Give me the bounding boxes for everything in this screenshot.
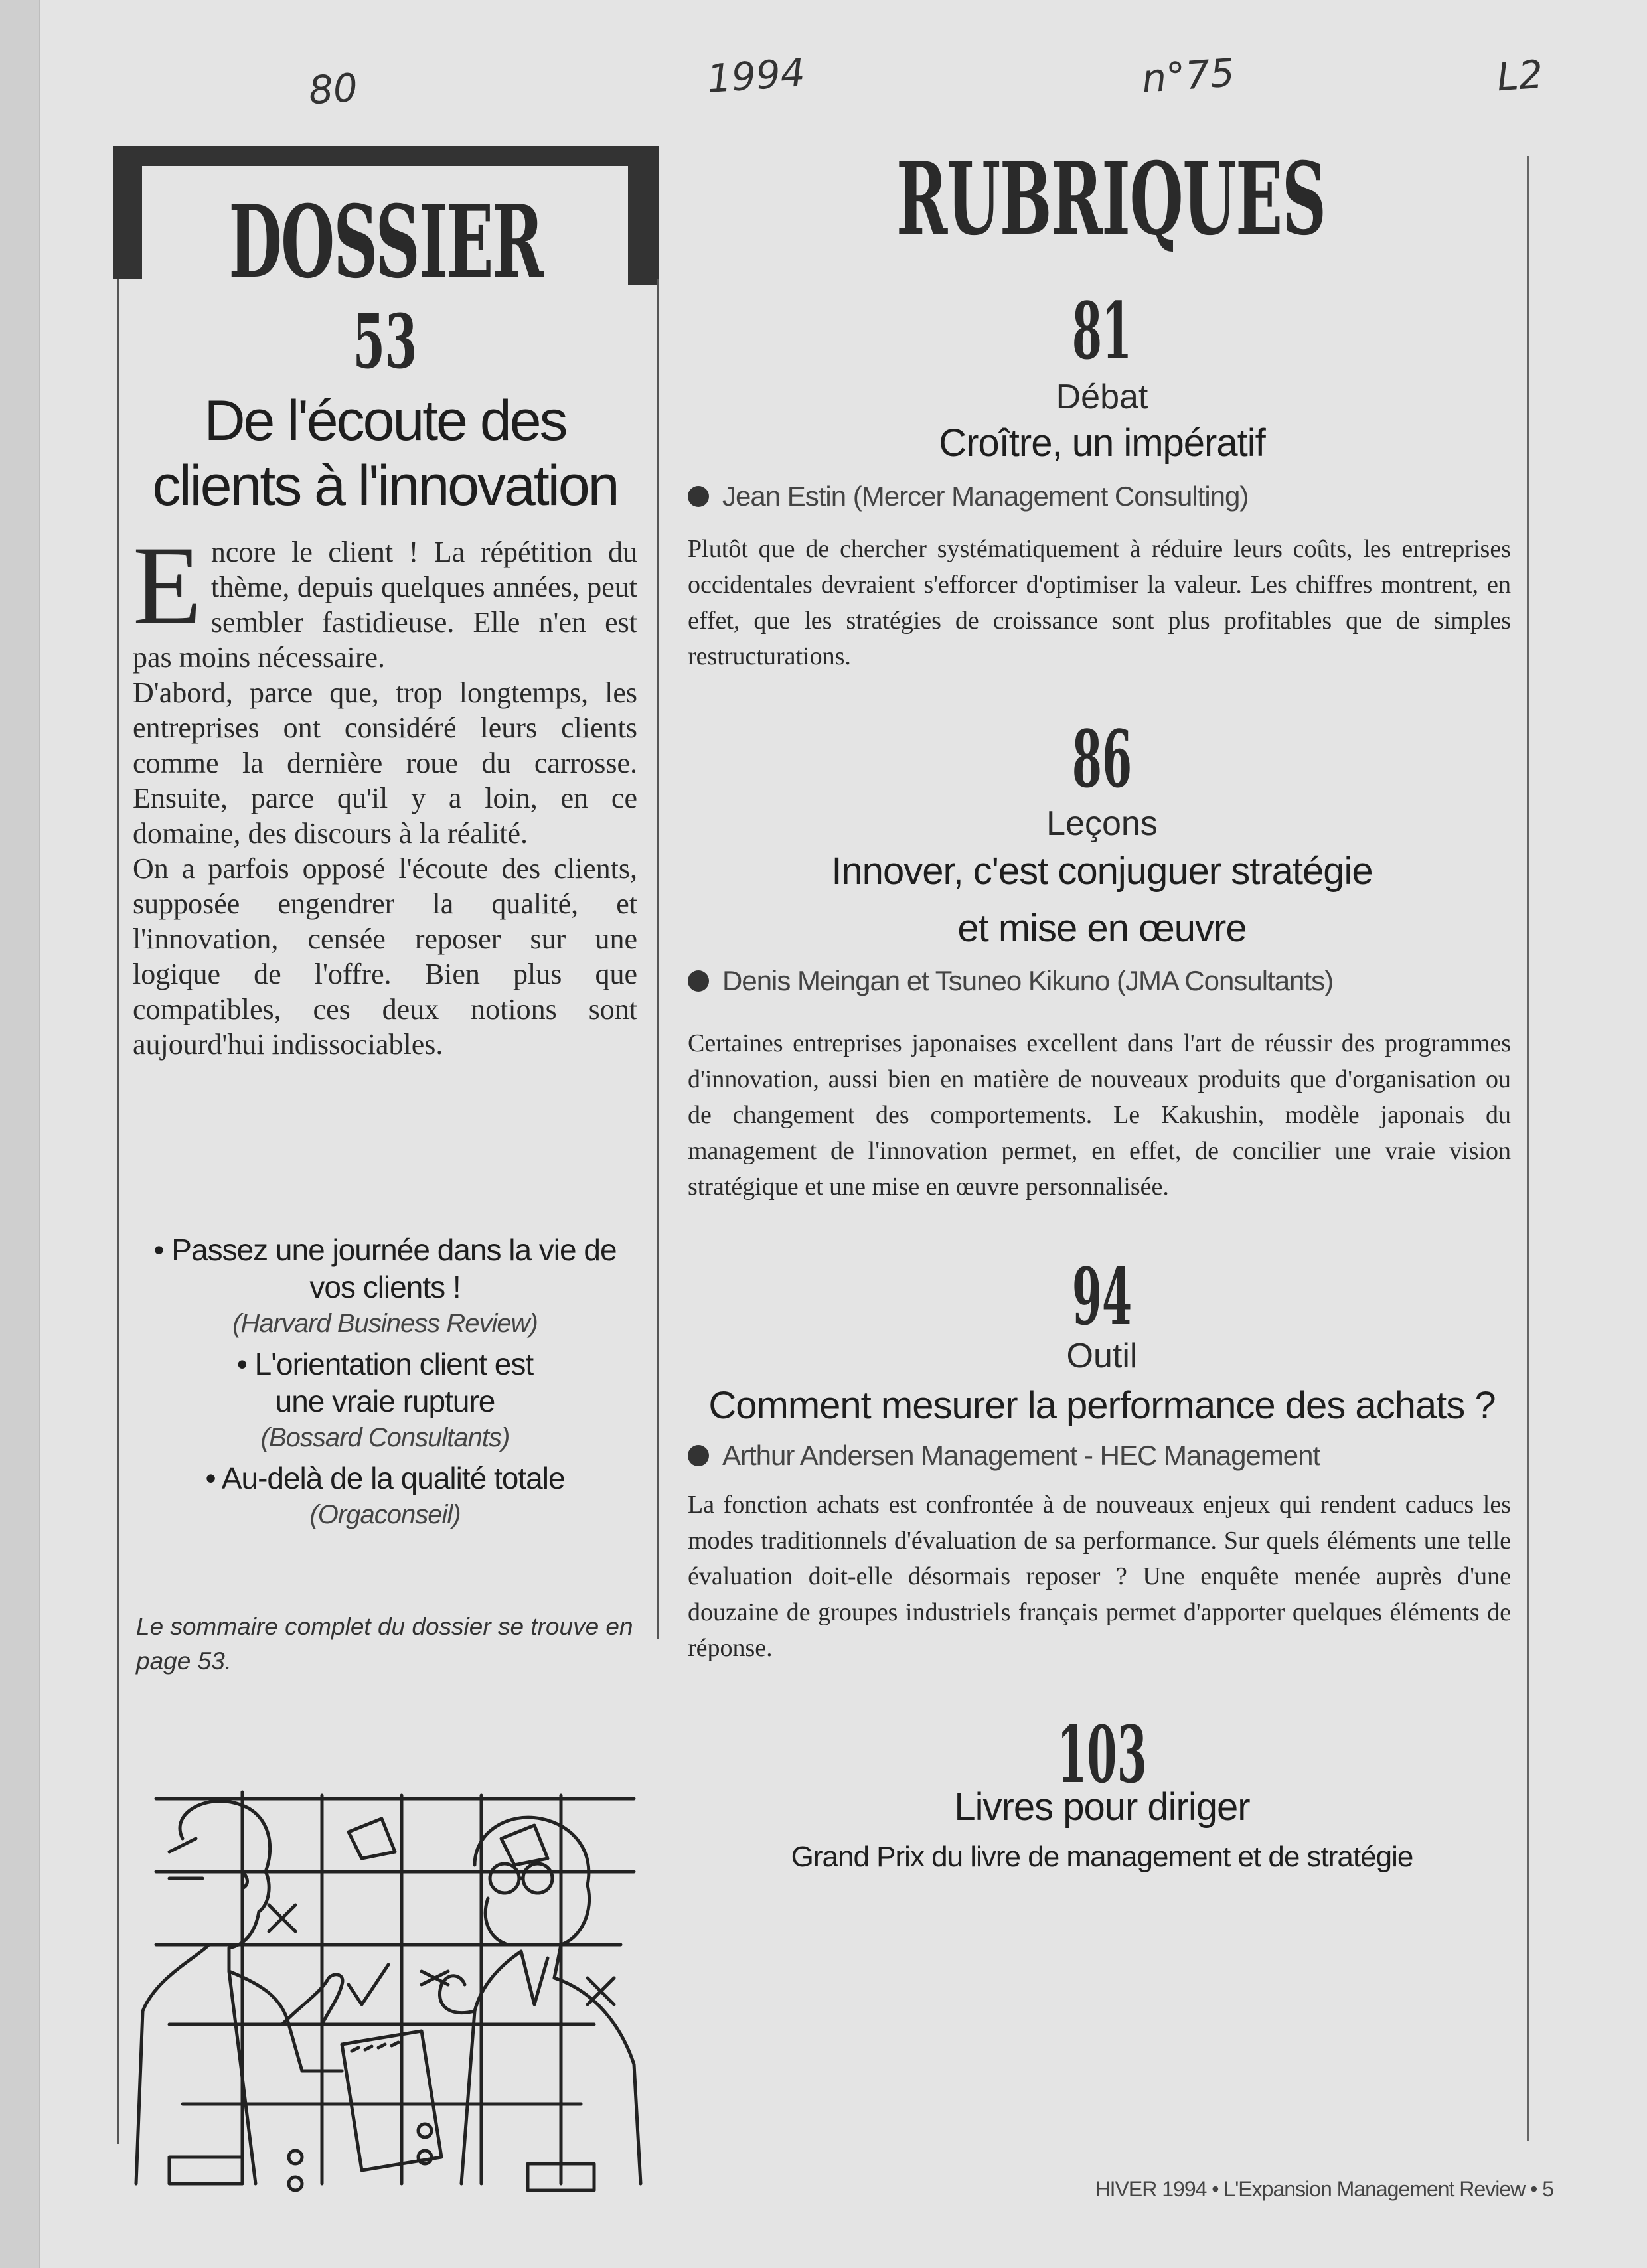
drop-cap: E — [133, 523, 202, 648]
section-headline-line1: Comment mesurer la performance des achats ? — [708, 1384, 1496, 1427]
handwritten-mark: L2 — [1495, 51, 1545, 100]
article-title-line1: • L'orientation client est — [236, 1347, 534, 1381]
dossier-sommaire-note: Le sommaire complet du dossier se trouve en page 53. — [136, 1613, 633, 1675]
dossier-headline-line2: clients à l'innovation — [152, 454, 618, 518]
article-title-line2: vos clients ! — [309, 1270, 461, 1304]
dossier-paragraph-1 — [133, 523, 637, 675]
dossier-rule-right — [657, 279, 659, 1639]
bullet-dot-icon — [688, 970, 709, 992]
dossier-paragraph-3: On a parfois opposé l'écoute des clients, supposée engendrer la qualité, et l'innovation, censée reposer sur une logique de l'offre. Bien plus que compatibles, ces deux notions sont aujourd'hui indissociables. — [133, 852, 637, 1061]
handwritten-issue: n°75 — [1140, 50, 1236, 102]
section-page-number: 103 — [1057, 1708, 1147, 1801]
dossier-body — [133, 523, 637, 1062]
dossier-article-list — [126, 1231, 644, 1537]
section-summary: Plutôt que de chercher systématiquement à réduire leurs coûts, les entreprises occidentales devraient s'efforcer d'optimiser la valeur. Les chiffres montrent, en effet, que les stratégies de croissance sont plus profitables que de simples restructurations. — [688, 535, 1511, 670]
article-source: (Harvard Business Review) — [232, 1309, 538, 1338]
dossier-frame-left-tab — [113, 146, 142, 279]
page-edge — [0, 0, 40, 2268]
section-summary: Certaines entreprises japonaises excellent dans l'art de réussir des programmes d'innovation, aussi bien en matière de nouveaux produits que d'organisation ou de changement des comportements. Le Kakushin, modèle japonais du management de l'innovation permet, en effet, de concilier une vraie vision stratégique et une mise en œuvre personnalisée. — [688, 1029, 1511, 1201]
section-headline — [677, 415, 1527, 472]
bullet-dot-icon — [688, 486, 709, 507]
section-headline — [677, 843, 1527, 957]
section-author: Arthur Andersen Management - HEC Management — [722, 1440, 1320, 1471]
section-headline-line2: et mise en œuvre — [957, 907, 1247, 950]
section-page-number: 86 — [1071, 713, 1133, 805]
dossier-article-item — [126, 1345, 644, 1456]
dossier-headline — [126, 388, 644, 518]
section-page-number: 81 — [1071, 285, 1133, 377]
article-source: (Bossard Consultants) — [260, 1423, 510, 1452]
dossier-paragraph-1-text: ncore le client ! La répétition du thème, depuis quelques années, peut sembler fastidieuse. Elle n'en est pas moins nécessaire. — [133, 536, 637, 674]
dossier-article-item — [126, 1460, 644, 1533]
article-title-line1: • Passez une journée dans la vie de — [153, 1233, 617, 1267]
section-author-line — [688, 1442, 1524, 1470]
section-headline-line1: Innover, c'est conjuguer stratégie — [831, 850, 1373, 893]
section-category: Leçons — [1046, 804, 1158, 843]
handwritten-page-number: 80 — [307, 64, 360, 113]
article-title-line1: • Au-delà de la qualité totale — [205, 1461, 565, 1495]
rubriques-rule-right — [1527, 156, 1529, 2141]
cartoon-illustration — [129, 1785, 654, 2210]
section-subhead: Grand Prix du livre de management et de stratégie — [791, 1841, 1413, 1873]
section-author-line — [688, 483, 1524, 510]
page-edge-line — [39, 0, 40, 2268]
dossier-rule-left — [117, 279, 119, 2144]
dossier-paragraph-2: D'abord, parce que, trop longtemps, les entreprises ont considéré leurs clients comme la dernière roue du carrosse. Ensuite, parce qu'il y a loin, en ce domaine, des discours à la réalité. — [133, 676, 637, 850]
section-headline — [677, 1779, 1527, 1836]
section-author: Jean Estin (Mercer Management Consulting) — [722, 481, 1249, 512]
section-author: Denis Meingan et Tsuneo Kikuno (JMA Consultants) — [722, 965, 1334, 996]
rubriques-title: RUBRIQUES — [896, 141, 1326, 258]
article-source: (Orgaconseil) — [309, 1500, 461, 1529]
section-category: Débat — [1056, 378, 1148, 416]
section-summary: La fonction achats est confrontée à de nouveaux enjeux qui rendent caducs les modes traditionnels d'évaluation de sa performance. Sur quels éléments une telle évaluation doit-elle désormais reposer ? Une enquête menée auprès d'une douzaine de groupes industriels français permet d'apporter quelques éléments de réponse. — [688, 1491, 1511, 1662]
page-footer: HIVER 1994 • L'Expansion Management Review • 5 — [1095, 2177, 1553, 2201]
section-headline — [677, 1377, 1527, 1434]
section-author-line — [688, 967, 1524, 995]
section-headline-line1: Croître, un impératif — [939, 421, 1265, 465]
dossier-title: DOSSIER — [228, 184, 543, 301]
section-category: Outil — [1066, 1337, 1138, 1375]
dossier-frame-top — [113, 146, 659, 166]
article-title-line2: une vraie rupture — [275, 1384, 495, 1418]
dossier-article-item — [126, 1231, 644, 1341]
dossier-page-number: 53 — [353, 299, 418, 386]
dossier-frame-right-tab — [628, 146, 659, 285]
handwritten-year: 1994 — [705, 49, 807, 102]
section-headline-line1: Livres pour diriger — [954, 1785, 1250, 1829]
section-page-number: 94 — [1071, 1250, 1133, 1343]
bullet-dot-icon — [688, 1445, 709, 1466]
dossier-headline-line1: De l'écoute des — [204, 389, 566, 453]
